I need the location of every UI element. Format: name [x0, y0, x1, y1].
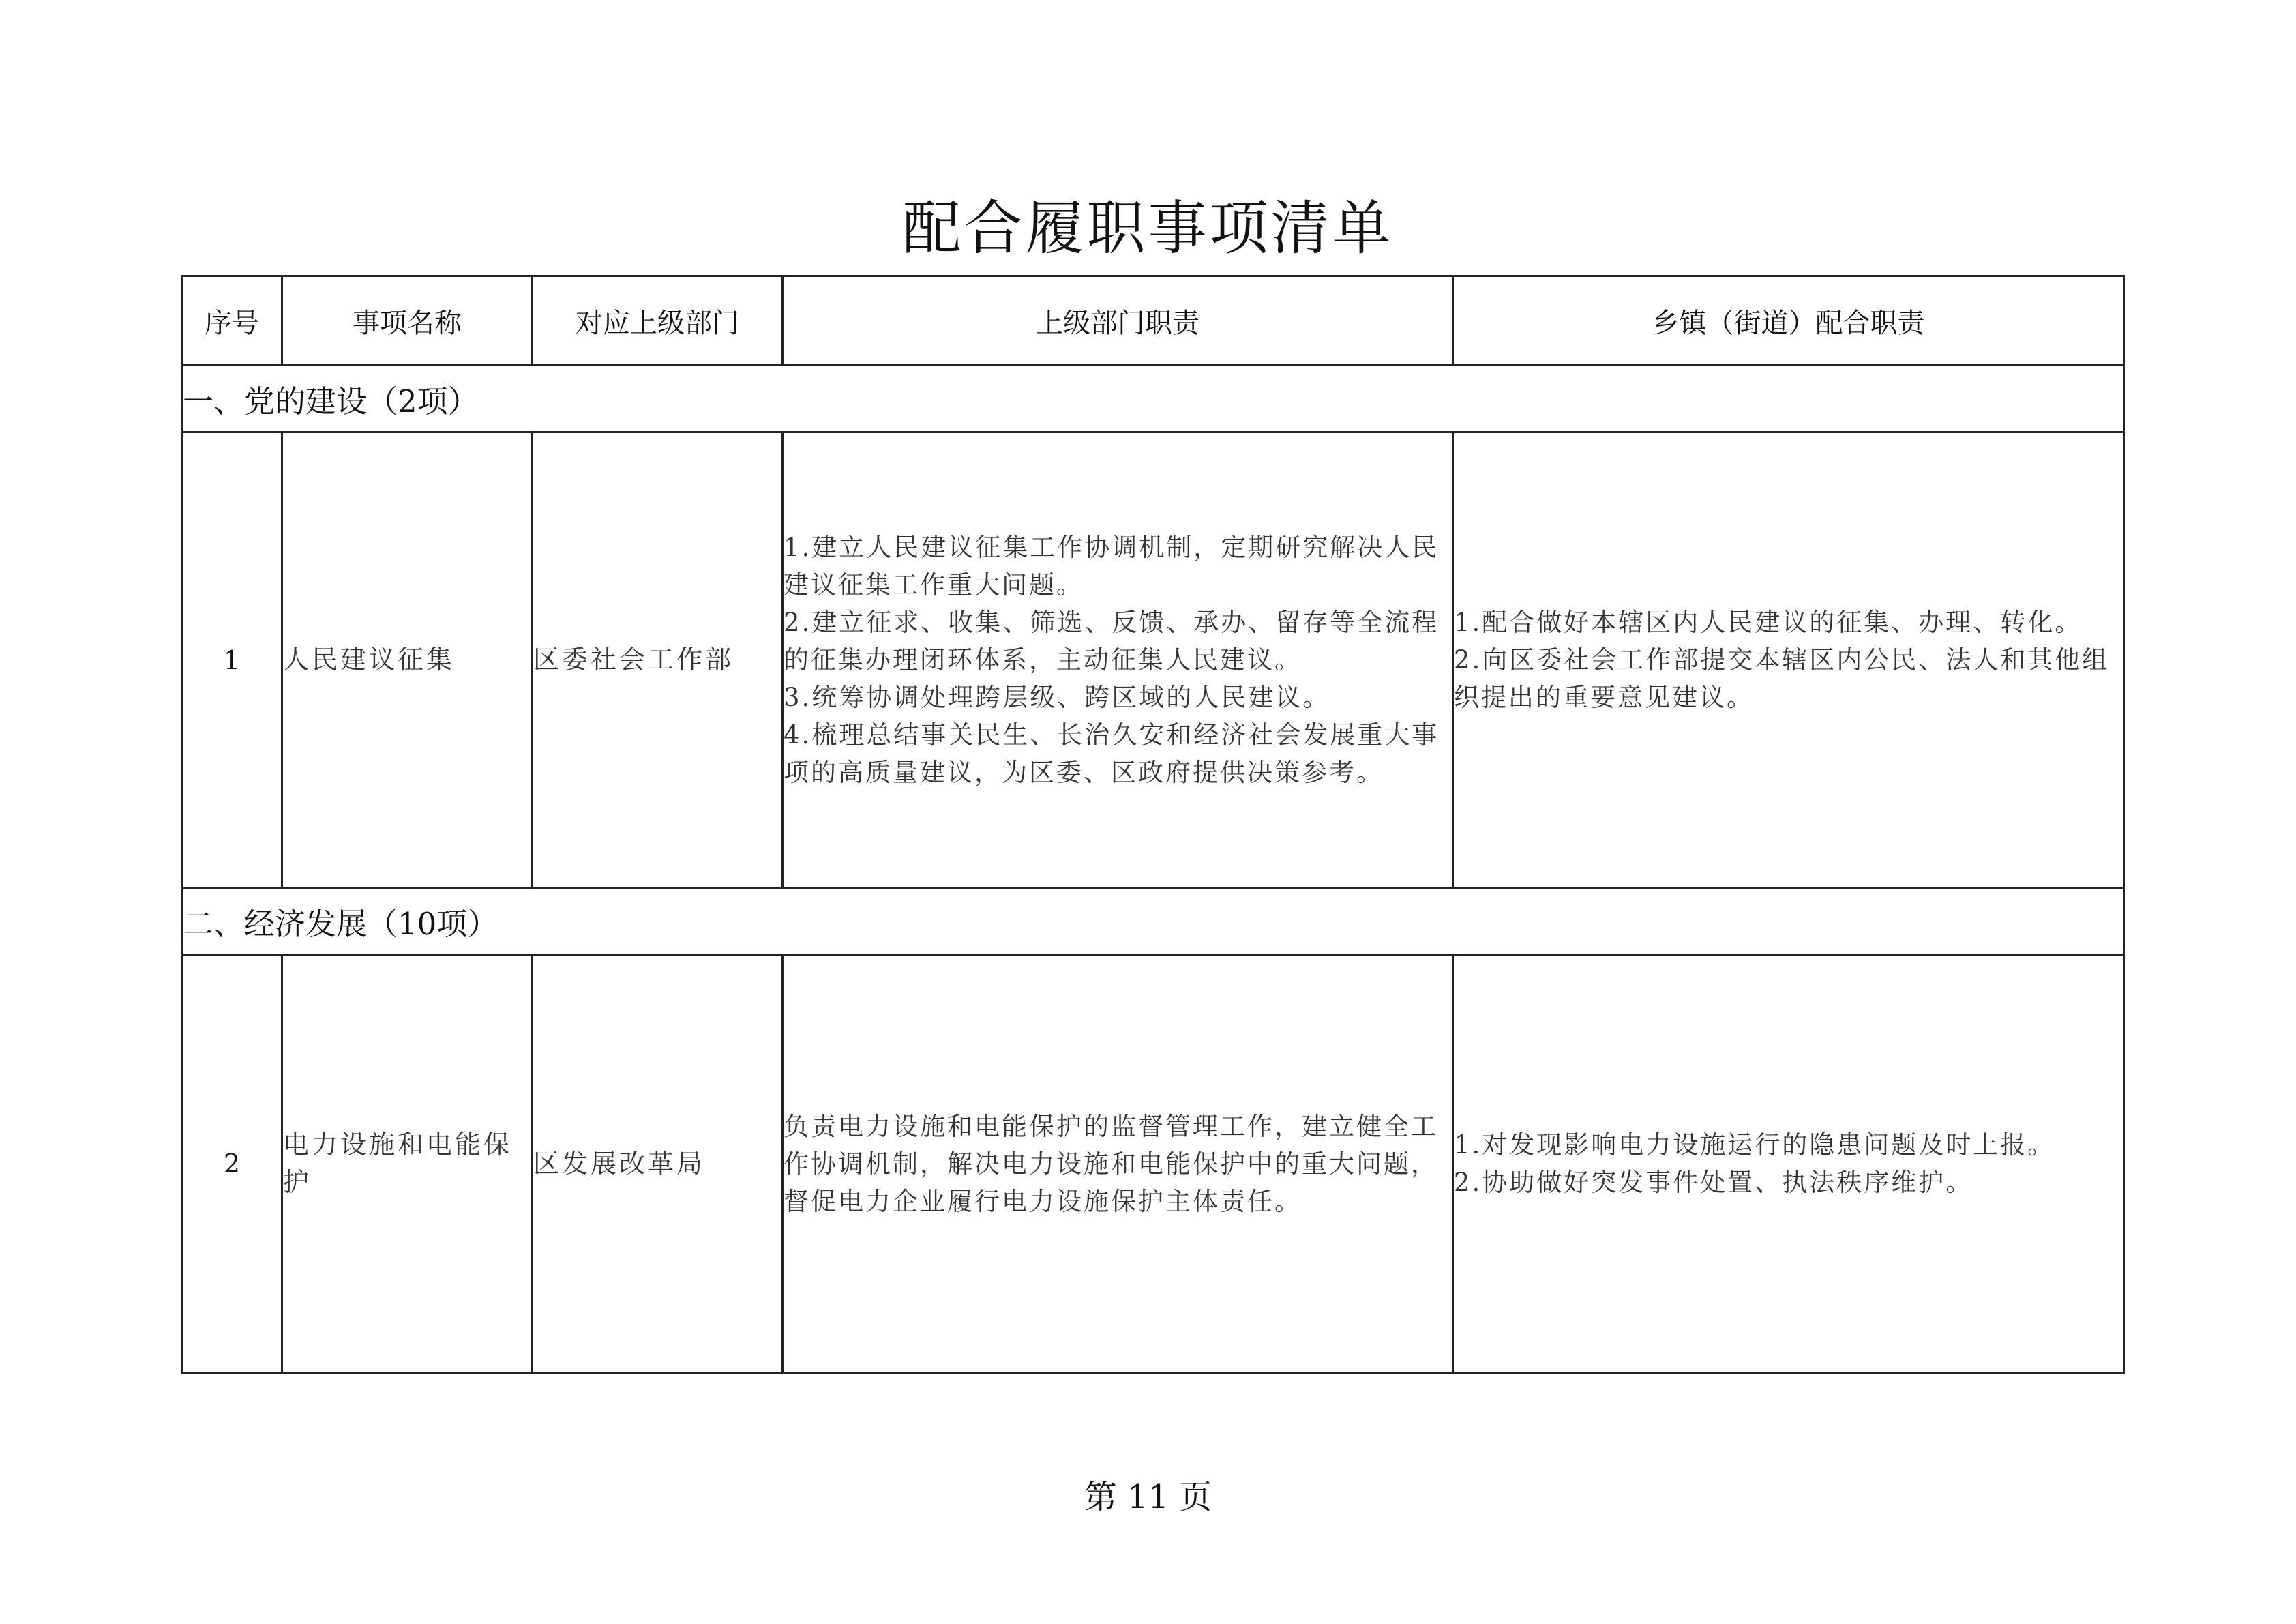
- row-item-name: 电力设施和电能保护: [282, 955, 533, 1373]
- row-upper-duties: [783, 432, 1453, 888]
- document-title: 配合履职事项清单: [902, 194, 1394, 263]
- row-department: 区委社会工作部: [533, 432, 783, 888]
- section-heading: 一、党的建设（2项）: [182, 366, 2124, 432]
- row-upper-duties: [783, 955, 1453, 1373]
- duty-line: 2.建立征求、收集、筛选、反馈、承办、留存等全流程的征集办理闭环体系，主动征集人民建议。: [784, 608, 1440, 675]
- header-town-duties: 乡镇（街道）配合职责: [1453, 276, 2124, 366]
- row-town-duties: [1453, 432, 2124, 888]
- row-item-name: 人民建议征集: [282, 432, 533, 888]
- row-department: 区发展改革局: [533, 955, 783, 1373]
- table-row: [182, 432, 2124, 888]
- duty-line: 1.对发现影响电力设施运行的隐患问题及时上报。: [1454, 1130, 2055, 1160]
- duty-line: 1.建立人民建议征集工作协调机制，定期研究解决人民建议征集工作重大问题。: [784, 533, 1440, 600]
- duty-line: 3.统筹协调处理跨层级、跨区域的人民建议。: [784, 683, 1330, 712]
- section-row: [182, 888, 2124, 955]
- duty-line: 1.配合做好本辖区内人民建议的征集、办理、转化。: [1454, 608, 2083, 637]
- duty-line: 2.向区委社会工作部提交本辖区内公民、法人和其他组织提出的重要意见建议。: [1454, 645, 2110, 712]
- duty-line: 4.梳理总结事关民生、长治久安和经济社会发展重大事项的高质量建议，为区委、区政府提供决策参考。: [784, 720, 1440, 787]
- row-town-duties: [1453, 955, 2124, 1373]
- duty-line: 2.协助做好突发事件处置、执法秩序维护。: [1454, 1168, 1973, 1197]
- header-seq: 序号: [182, 276, 282, 366]
- table-row: [182, 955, 2124, 1373]
- header-department: 对应上级部门: [533, 276, 783, 366]
- table-header-row: [182, 276, 2124, 366]
- row-seq: 2: [182, 955, 282, 1373]
- row-seq: 1: [182, 432, 282, 888]
- header-upper-duties: 上级部门职责: [783, 276, 1453, 366]
- section-row: [182, 366, 2124, 432]
- section-heading: 二、经济发展（10项）: [182, 888, 2124, 955]
- header-item-name: 事项名称: [282, 276, 533, 366]
- page-number: 第 11 页: [1084, 1478, 1212, 1516]
- duty-list-table: [181, 275, 2125, 1374]
- duty-line: 负责电力设施和电能保护的监督管理工作，建立健全工作协调机制，解决电力设施和电能保护中的重大问题，督促电力企业履行电力设施保护主体责任。: [784, 1111, 1438, 1216]
